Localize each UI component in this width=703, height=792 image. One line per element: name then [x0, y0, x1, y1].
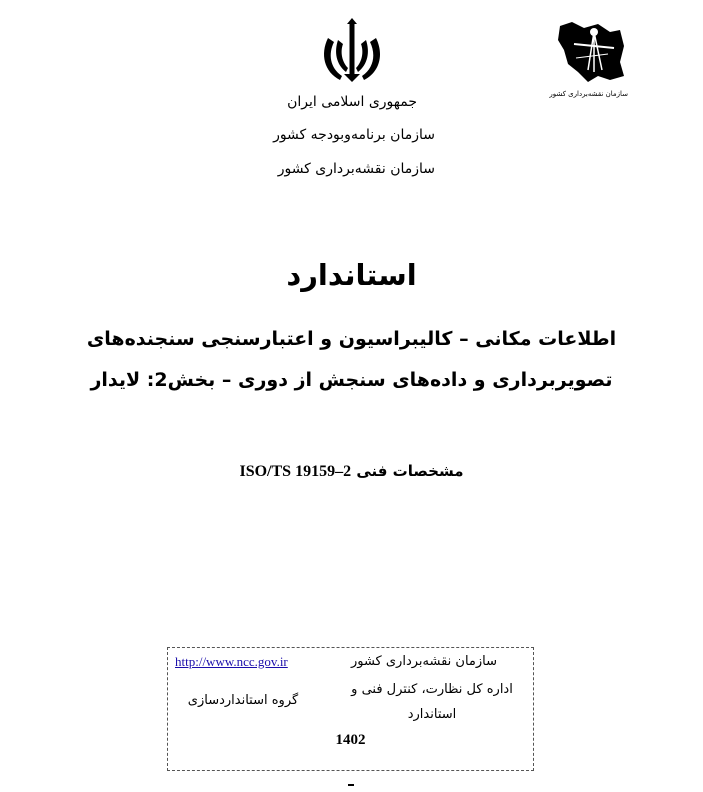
- budget-org-name: سازمان برنامه‌وبودجه کشور: [273, 127, 435, 143]
- website-link[interactable]: http://www.ncc.gov.ir: [175, 654, 288, 669]
- standardization-group: گروه استانداردسازی: [187, 693, 299, 708]
- publisher-dept-line-2: استاندارد: [407, 707, 457, 722]
- spec-label: مشخصات فنی: [356, 462, 464, 480]
- publisher-box: [167, 647, 534, 771]
- logo-caption: سازمان نقشه‌برداری کشور: [549, 90, 628, 98]
- publisher-dept-line-1: اداره کل نظارت، کنترل فنی و: [351, 682, 513, 697]
- page-mark: [348, 784, 354, 786]
- document-title: استاندارد: [286, 258, 417, 292]
- publication-year: 1402: [335, 732, 366, 748]
- mapping-org-name: سازمان نقشه‌برداری کشور: [277, 161, 435, 177]
- subtitle-line-2: تصویربرداری و داده‌های سنجش از دوری – بخش2: لایدار: [90, 369, 613, 391]
- publisher-org: سازمان نقشه‌برداری کشور: [350, 654, 498, 669]
- spec-code: ISO/TS 19159–2: [239, 463, 352, 480]
- ncc-logo: [549, 18, 628, 98]
- spec-line: [0, 462, 703, 481]
- subtitle-line-1: اطلاعات مکانی – کالیبراسیون و اعتبارسنجی سنجنده‌های: [86, 328, 617, 350]
- country-name: جمهوری اسلامی ایران: [287, 94, 417, 110]
- iran-emblem-icon: [318, 18, 386, 84]
- iran-map-icon: [554, 18, 628, 86]
